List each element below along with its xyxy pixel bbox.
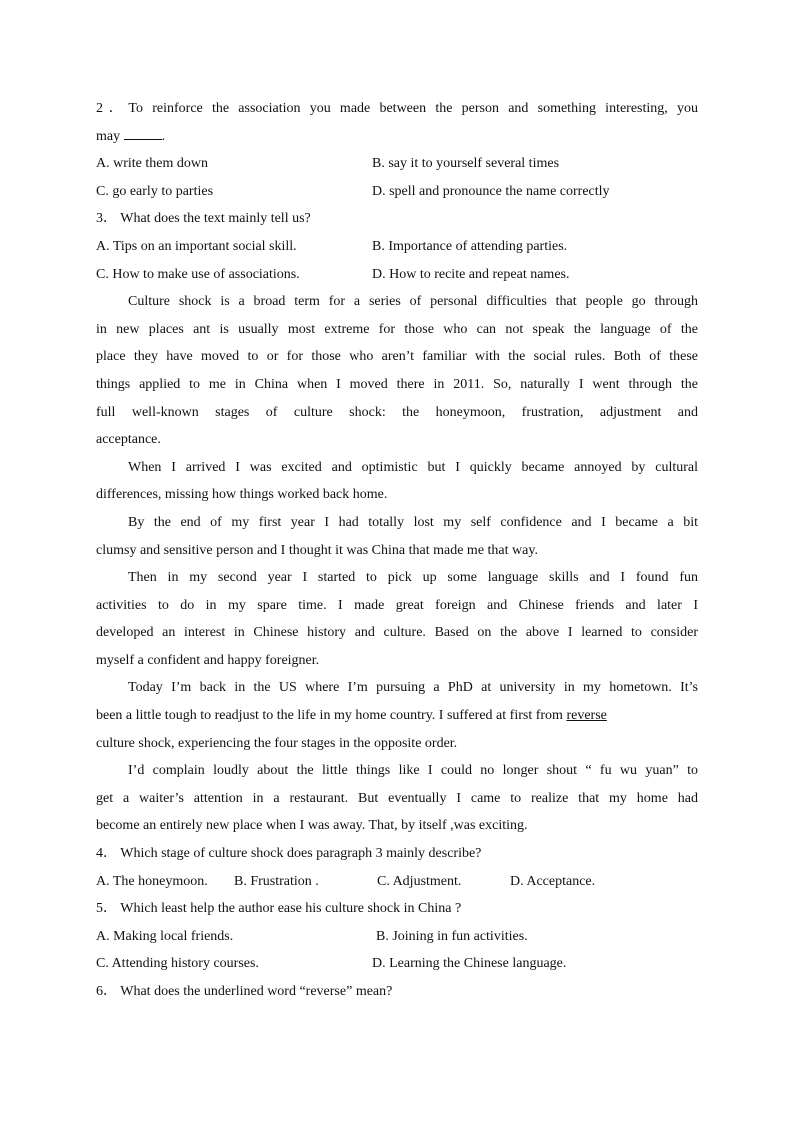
q5-options-row2 xyxy=(96,950,698,978)
q3-options-row1 xyxy=(96,233,698,261)
q5-option-d: D. Learning the Chinese language. xyxy=(372,956,567,972)
q5-option-c: C. Attending history courses. xyxy=(96,956,259,972)
q3-option-a: A. Tips on an important social skill. xyxy=(96,238,297,254)
passage-line: place they have moved to or for those who aren’t familiar with the social rules. Both of these xyxy=(96,349,698,365)
q4-stem: 4． Which stage of culture shock does paragraph 3 mainly describe? xyxy=(96,846,482,862)
answer-blank xyxy=(124,125,162,140)
q2-stem-lead: may xyxy=(96,128,121,144)
q2-options-row2 xyxy=(96,178,698,206)
q4-option-a: A. The honeymoon. xyxy=(96,873,208,889)
passage-line: differences, missing how things worked back home. xyxy=(96,487,388,503)
q2-stem-line1: 2．To reinforce the association you made between the person and something interesting, you xyxy=(96,101,698,116)
q5-stem: 5． Which least help the author ease his culture shock in China ? xyxy=(96,901,462,917)
q3-option-c: C. How to make use of associations. xyxy=(96,266,300,282)
passage-line: full well-known stages of culture shock: the honeymoon, frustration, adjustment and xyxy=(96,404,698,420)
passage-line: culture shock, experiencing the four stages in the opposite order. xyxy=(96,735,458,751)
q2-option-d: D. spell and pronounce the name correctly xyxy=(372,183,610,199)
passage-line: acceptance. xyxy=(96,432,161,448)
passage-line: in new places ant is usually most extreme for those who can not speak the language of the xyxy=(96,321,698,337)
passage-line-with-underline xyxy=(96,702,698,730)
q3-stem: 3． What does the text mainly tell us? xyxy=(96,211,311,227)
q2-stem-end: . xyxy=(161,128,166,144)
passage-line: I’d complain loudly about the little things like I could no longer shout “ fu wu yuan” to xyxy=(128,763,698,779)
q4-option-d: D. Acceptance. xyxy=(510,873,596,889)
q5-option-b: B. Joining in fun activities. xyxy=(376,928,528,944)
passage-line: get a waiter’s attention in a restaurant. But eventually I came to realize that my home had xyxy=(96,790,698,806)
q6-stem: 6． What does the underlined word “reverse” mean? xyxy=(96,984,393,999)
q5-options-row1 xyxy=(96,923,698,951)
q3-options-row2 xyxy=(96,261,698,289)
passage-line: clumsy and sensitive person and I thought it was China that made me that way. xyxy=(96,542,538,558)
q2-options-row1 xyxy=(96,150,698,178)
passage-line: things applied to me in China when I moved there in 2011. So, naturally I went through the xyxy=(96,376,698,392)
q2-option-c: C. go early to parties xyxy=(96,183,214,199)
q4-option-b: B. Frustration . xyxy=(234,873,319,889)
passage-line: become an entirely new place when I was away. That, by itself ,was exciting. xyxy=(96,818,528,834)
q3-option-d: D. How to recite and repeat names. xyxy=(372,266,570,282)
q2-option-b: B. say it to yourself several times xyxy=(372,156,560,172)
passage-line: When I arrived I was excited and optimistic but I quickly became annoyed by cultural xyxy=(128,459,698,475)
q3-option-b: B. Importance of attending parties. xyxy=(372,238,568,254)
passage-line: Today I’m back in the US where I’m pursuing a PhD at university in my hometown. It’s xyxy=(128,680,698,696)
passage-line: Culture shock is a broad term for a series of personal difficulties that people go through xyxy=(128,294,698,310)
passage-line: By the end of my first year I had totally lost my self confidence and I became a bit xyxy=(128,514,698,530)
passage-line: Then in my second year I started to pick up some language skills and I found fun xyxy=(128,570,698,586)
underlined-word-reverse: reverse xyxy=(566,708,607,724)
passage-line-text: been a little tough to readjust to the life in my home country. I suffered at first from xyxy=(96,708,563,724)
q2-option-a: A. write them down xyxy=(96,156,208,172)
q4-option-c: C. Adjustment. xyxy=(377,873,462,889)
passage-line: activities to do in my spare time. I made great foreign and Chinese friends and later I xyxy=(96,597,698,613)
q2-stem-line2 xyxy=(96,123,698,151)
page-content xyxy=(96,95,698,1006)
passage-line: developed an interest in Chinese history and culture. Based on the above I learned to consider xyxy=(96,625,698,641)
q5-option-a: A. Making local friends. xyxy=(96,928,234,944)
passage-line: myself a confident and happy foreigner. xyxy=(96,652,320,668)
q4-options-row xyxy=(96,868,698,896)
